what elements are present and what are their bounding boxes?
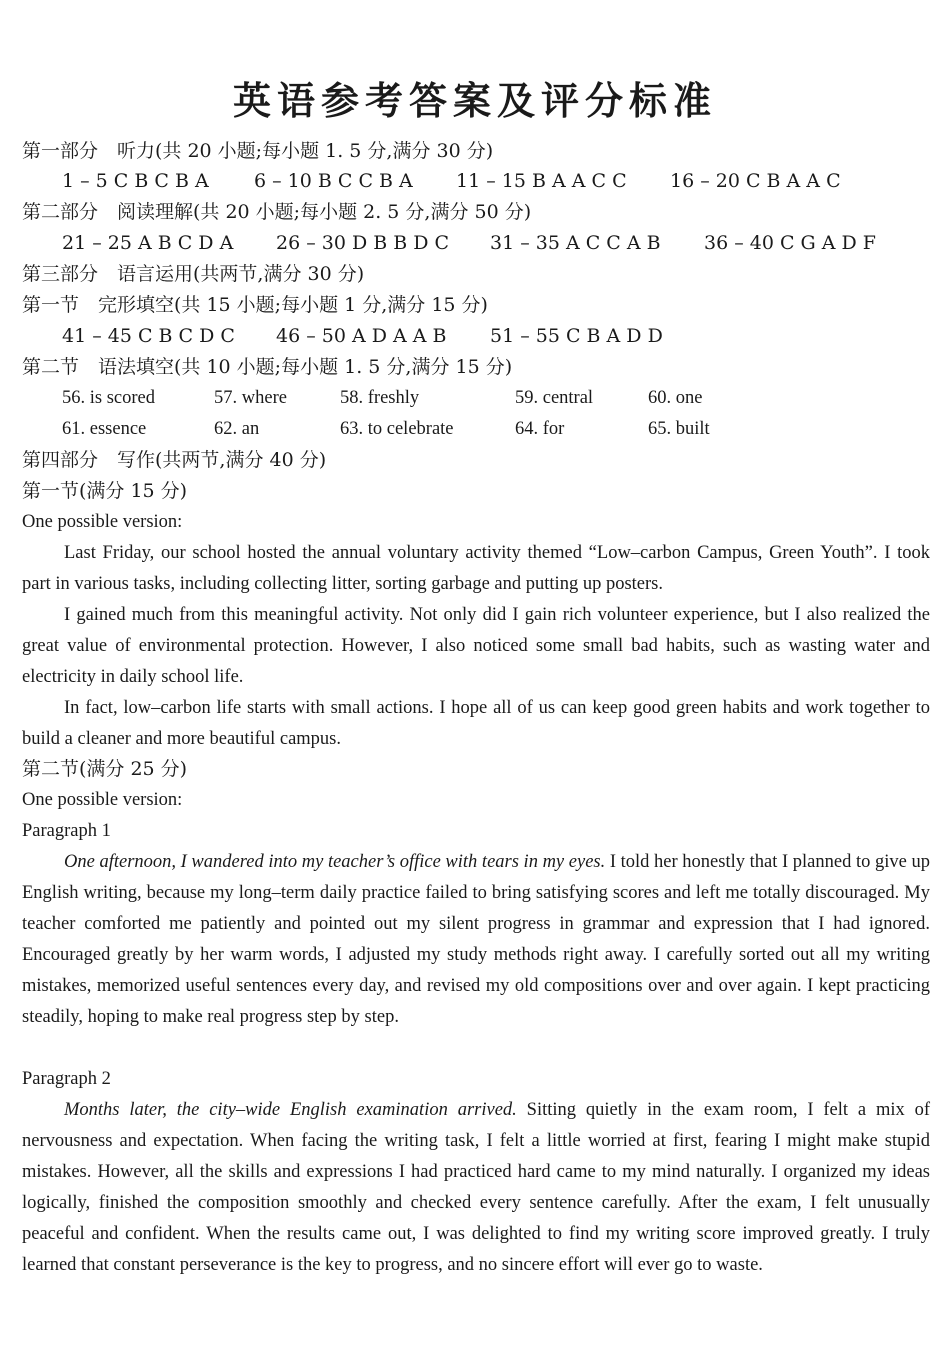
part3-heading: 第三部分 语言运用(共两节,满分 30 分) xyxy=(22,263,365,285)
paragraph2-body: Sitting quietly in the exam room, I felt a mix of nervousness and expectation. When facing the writing task, I felt a little worried at first, fearing I might make stupid mistakes. However, all the skills and expressions I had practiced hard came to my mind naturally. I organized my ideas logically, finished the composition smoothly and checked every sentence carefully. After the exam, I felt unusually peaceful and confident. When the results came out, I was delighted to find my writing score improved greatly. I truly learned that constant perseverance is the key to progress, and no sincere effort will ever go to waste. xyxy=(22,1100,931,1275)
grammar-answer: 60. one xyxy=(648,388,703,408)
version-label: One possible version: xyxy=(22,512,183,532)
answer-group: 51 – 55 C B A D D xyxy=(490,325,663,347)
answer-group: 11 – 15 B A A C C xyxy=(456,170,627,192)
part3-section1-heading: 第一节 完形填空(共 15 小题;每小题 1 分,满分 15 分) xyxy=(22,294,488,316)
answer-group: 1 – 5 C B C B A xyxy=(62,170,209,192)
paragraph1-body: I told her honestly that I planned to give up English writing, because my long–term daily practice failed to bring satisfying scores and left me totally discouraged. My teacher comforted me patiently and pointed out my silent progress in grammar and expression that I had ignored. Encouraged greatly by her warm words, I adjusted my study methods right away. I carefully sorted out all my writing mistakes, memorized useful sentences every day, and revised my old compositions over and over again. I kept practicing steadily, hoping to make real progress step by step. xyxy=(22,852,930,1027)
grammar-answer: 61. essence xyxy=(62,419,147,439)
grammar-answer: 63. to celebrate xyxy=(340,419,454,439)
paragraph2-label: Paragraph 2 xyxy=(22,1069,111,1089)
answer-group: 21 – 25 A B C D A xyxy=(62,232,234,254)
grammar-answer: 59. central xyxy=(515,388,594,408)
answer-group: 6 – 10 B C C B A xyxy=(254,170,413,192)
part4-section1-heading: 第一节(满分 15 分) xyxy=(22,480,188,502)
essay1-paragraph: I gained much from this meaningful activity. Not only did I gain rich volunteer experience, but I also realized the great value of environmental protection. However, I also noticed some small bad habits, such as wasting water and electricity in daily school life. xyxy=(22,605,930,687)
essay2-paragraph1 xyxy=(22,847,930,1033)
answer-group: 31 – 35 A C C A B xyxy=(490,232,661,254)
grammar-answer: 57. where xyxy=(214,388,287,408)
page-title: 英语参考答案及评分标准 xyxy=(232,79,717,123)
essay1-paragraph: Last Friday, our school hosted the annual voluntary activity themed “Low–carbon Campus, Green Youth”. I took part in various tasks, including collecting litter, sorting garbage and putting up posters. xyxy=(22,543,930,594)
answer-group: 16 – 20 C B A A C xyxy=(670,170,841,192)
part4-heading: 第四部分 写作(共两节,满分 40 分) xyxy=(22,449,327,471)
grammar-answer: 56. is scored xyxy=(62,388,155,408)
grammar-answer: 65. built xyxy=(648,419,710,439)
paragraph1-lead: One afternoon, I wandered into my teacher’s office with tears in my eyes. xyxy=(64,852,606,872)
paragraph2-lead: Months later, the city–wide English examination arrived. xyxy=(64,1100,517,1120)
answer-group: 26 – 30 D B B D C xyxy=(276,232,450,254)
grammar-answer: 62. an xyxy=(214,419,260,439)
answer-group: 36 – 40 C G A D F xyxy=(704,232,876,254)
essay2-paragraph2 xyxy=(22,1095,930,1281)
grammar-answer: 58. freshly xyxy=(340,388,420,408)
part1-heading: 第一部分 听力(共 20 小题;每小题 1. 5 分,满分 30 分) xyxy=(22,140,494,162)
part4-section2-heading: 第二节(满分 25 分) xyxy=(22,758,188,780)
answer-group: 41 – 45 C B C D C xyxy=(62,325,235,347)
answer-group: 46 – 50 A D A A B xyxy=(276,325,447,347)
paragraph1-label: Paragraph 1 xyxy=(22,821,111,841)
part2-heading: 第二部分 阅读理解(共 20 小题;每小题 2. 5 分,满分 50 分) xyxy=(22,201,532,223)
version-label: One possible version: xyxy=(22,790,183,810)
grammar-answer: 64. for xyxy=(515,419,565,439)
part3-section2-heading: 第二节 语法填空(共 10 小题;每小题 1. 5 分,满分 15 分) xyxy=(22,356,513,378)
essay1-paragraph: In fact, low–carbon life starts with small actions. I hope all of us can keep good green habits and work together to build a cleaner and more beautiful campus. xyxy=(22,698,930,749)
